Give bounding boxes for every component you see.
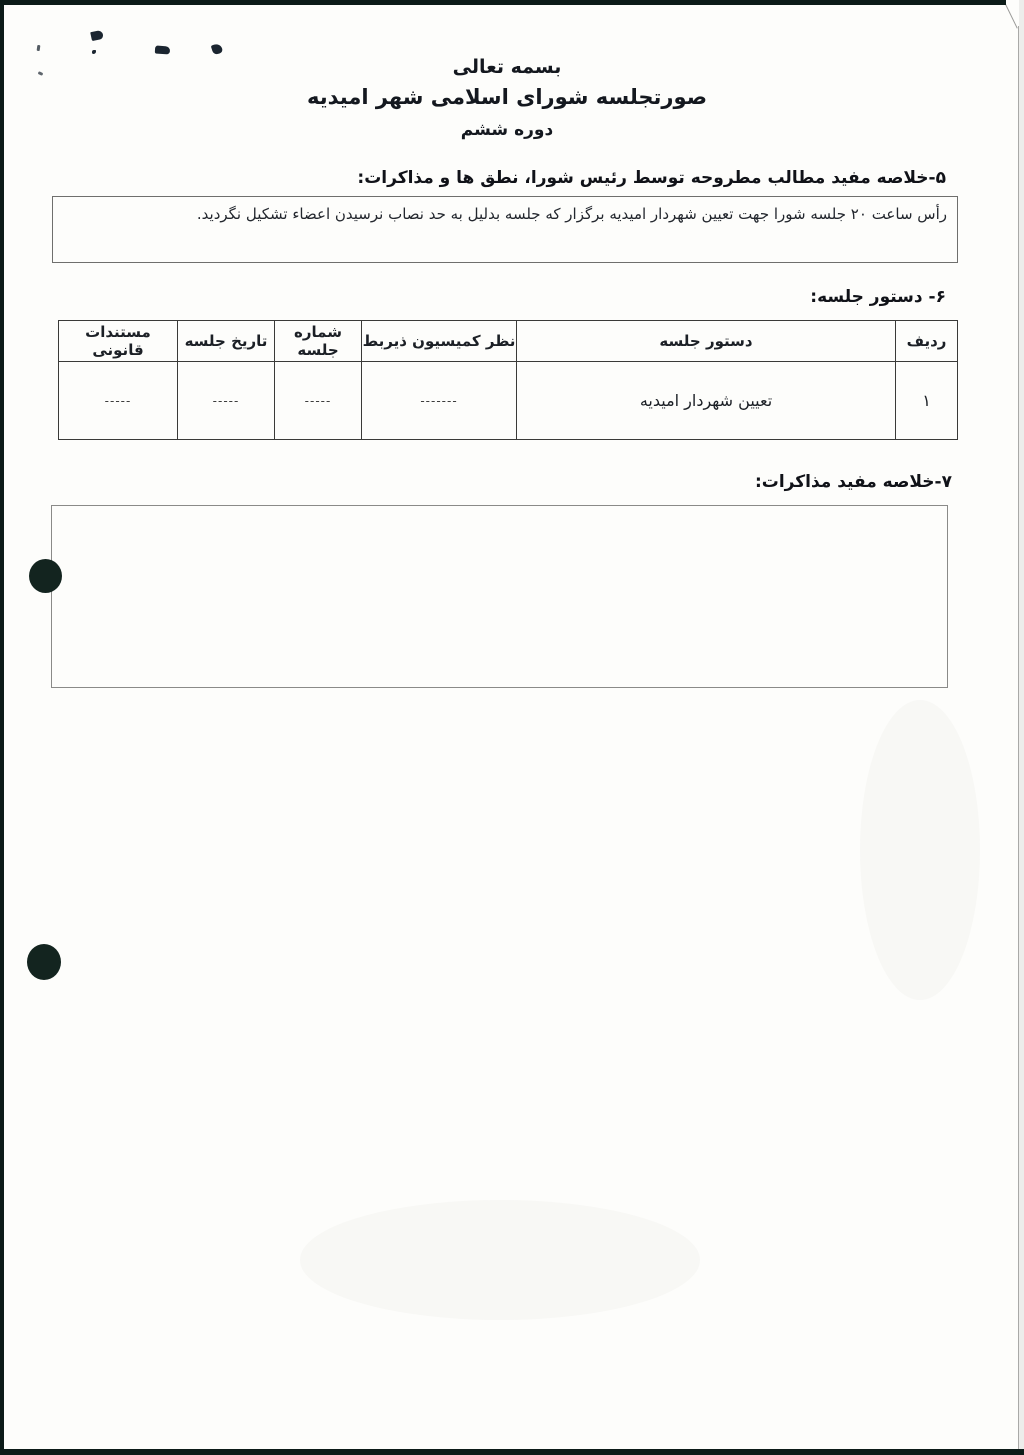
table-header-cell: نظر کمیسیون ذیربط <box>362 321 517 362</box>
page-right-margin <box>1019 0 1024 1455</box>
scan-border-top <box>0 0 1006 5</box>
table-cell: تعیین شهردار امیدیه <box>517 362 896 440</box>
bismillah-text: بسمه تعالی <box>452 56 562 78</box>
agenda-table <box>58 320 958 440</box>
scan-border-bottom <box>0 1449 1024 1455</box>
council-term: دوره ششم <box>460 120 554 140</box>
table-header-cell: تاریخ جلسه <box>178 321 275 362</box>
section5-summary-box <box>52 196 958 263</box>
scan-border-left <box>0 0 4 1455</box>
document-title: صورتجلسه شورای اسلامی شهر امیدیه <box>307 85 707 109</box>
punch-hole-top <box>29 559 62 593</box>
section5-heading: ۵-خلاصه مفید مطالب مطروحه توسط رئیس شورا، نطق ها و مذاکرات: <box>357 168 946 188</box>
table-header-cell: ردیف <box>896 321 958 362</box>
scan-shading <box>860 700 980 1000</box>
table-header-cell: مستندات قانونی <box>59 321 178 362</box>
scan-shading <box>300 1200 700 1320</box>
section5-summary-text: رأس ساعت ۲۰ جلسه شورا جهت تعیین شهردار امیدیه برگزار که جلسه بدلیل به حد نصاب نرسیدن اعضاء تشکیل نگردید. <box>196 205 947 223</box>
punch-hole-bottom <box>27 944 61 980</box>
page-right-edge <box>1018 26 1019 1449</box>
table-row <box>59 362 958 440</box>
table-header-cell: دستور جلسه <box>517 321 896 362</box>
section7-summary-box <box>51 505 948 688</box>
agenda-table-head <box>59 321 958 362</box>
table-cell: ----- <box>275 362 362 440</box>
agenda-table-body <box>59 362 958 440</box>
section7-heading: ۷-خلاصه مفید مذاکرات: <box>754 472 952 492</box>
page-corner-cut <box>1004 2 1018 29</box>
ink-smudge <box>92 50 96 54</box>
ink-smudge <box>211 43 224 56</box>
ink-smudge <box>37 45 41 51</box>
section6-heading: ۶- دستور جلسه: <box>810 287 946 307</box>
table-header-row <box>59 321 958 362</box>
ink-smudge <box>90 30 104 41</box>
table-cell: ----- <box>59 362 178 440</box>
ink-smudge <box>155 45 171 54</box>
table-cell: ----- <box>178 362 275 440</box>
table-header-cell: شماره جلسه <box>275 321 362 362</box>
table-cell: ۱ <box>896 362 958 440</box>
table-cell: ------- <box>362 362 517 440</box>
